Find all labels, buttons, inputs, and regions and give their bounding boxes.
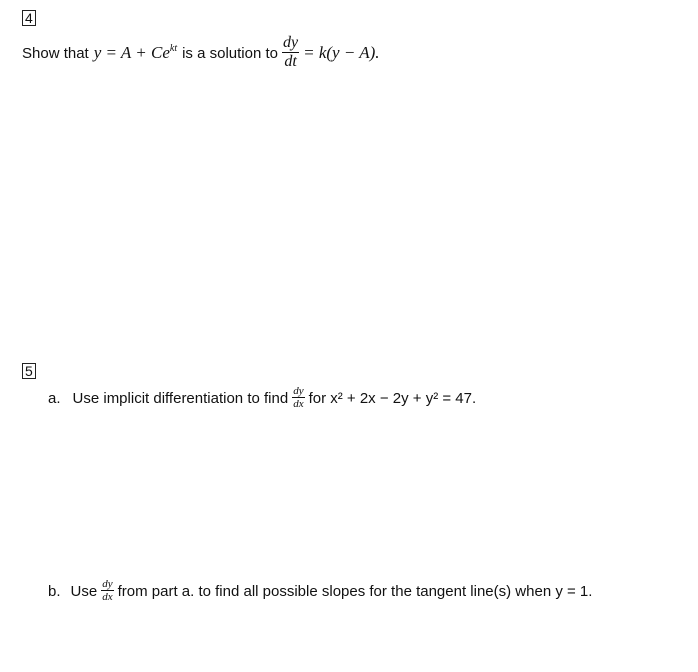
problem-4-equation [94, 43, 177, 63]
part-a-frac-denominator: dx [293, 398, 304, 411]
part-a-label: a. [48, 389, 61, 407]
part-b-tail: from part a. to find all possible slopes for the tangent line(s) when y = 1. [117, 582, 593, 600]
problem-4-middle: is a solution to [182, 44, 278, 62]
part-b-derivative-fraction [101, 579, 113, 604]
problem-4-exponent: kt [169, 43, 178, 54]
part-a-text: Use implicit differentiation to find [72, 389, 289, 407]
problem-4-rhs: = k(y − A). [303, 43, 380, 62]
problem-4-frac-denominator: dt [284, 53, 297, 71]
part-b-text: Use [70, 582, 98, 600]
problem-4-frac-numerator: dy [282, 34, 299, 52]
part-b-frac-numerator: dy [102, 577, 113, 590]
problem-5-part-b [48, 576, 592, 606]
problem-4-statement [22, 33, 380, 73]
part-a-derivative-fraction [292, 386, 304, 411]
part-a-tail: for x² + 2x − 2y + y² = 47. [308, 389, 477, 407]
part-a-frac-numerator: dy [293, 384, 304, 397]
problem-4-equation-lhs: y = A + Ce [93, 43, 170, 62]
problem-4-number: 4 [22, 10, 36, 26]
problem-4-derivative-fraction [282, 35, 299, 70]
problem-4-prefix: Show that [22, 44, 89, 62]
problem-5-number: 5 [22, 363, 36, 379]
problem-5-part-a [48, 383, 476, 413]
part-b-label: b. [48, 582, 61, 600]
part-b-frac-denominator: dx [102, 591, 113, 604]
